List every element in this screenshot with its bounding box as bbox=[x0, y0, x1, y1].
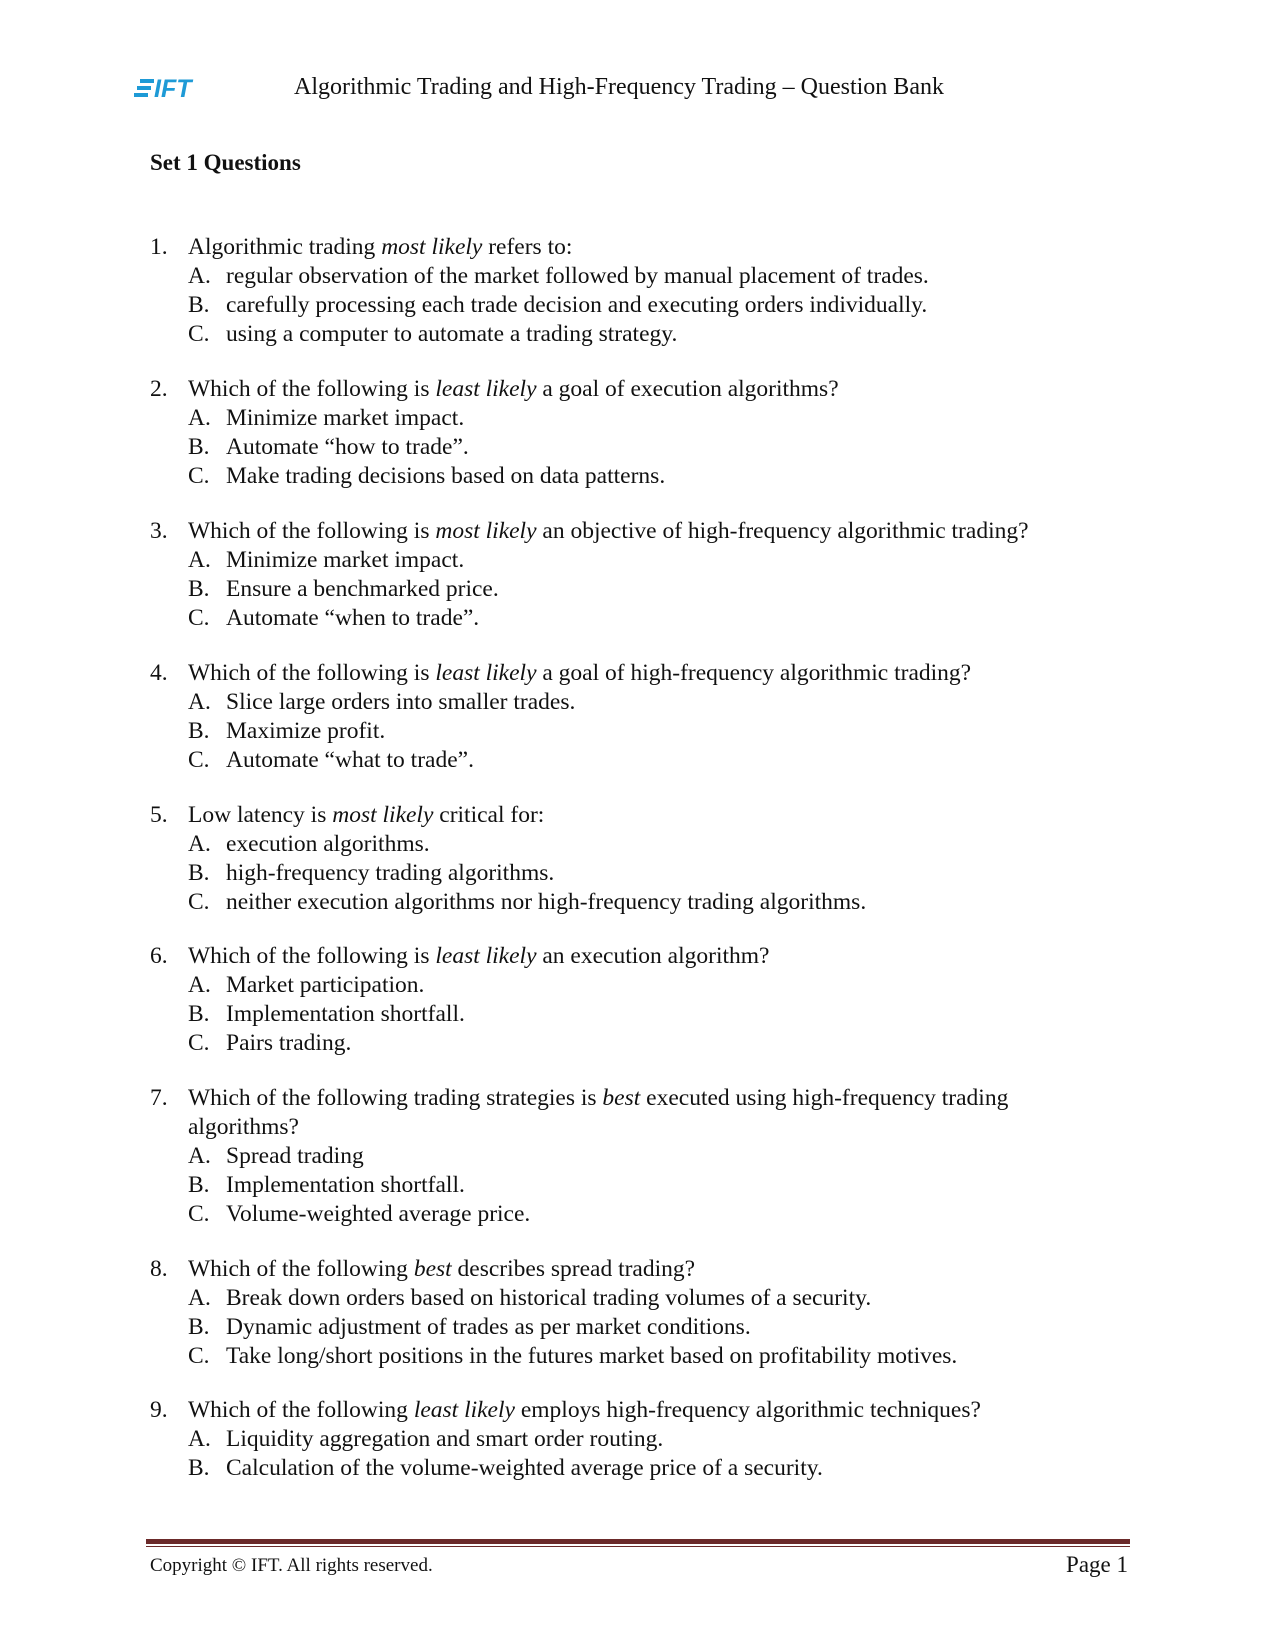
question-text-before: Which of the following bbox=[188, 1397, 414, 1423]
question-text-after: an execution algorithm? bbox=[536, 943, 770, 969]
answer-option bbox=[188, 433, 1150, 462]
option-text: carefully processing each trade decision and executing orders individually. bbox=[226, 292, 928, 318]
option-text: Dynamic adjustment of trades as per market conditions. bbox=[226, 1314, 751, 1340]
question-list bbox=[150, 207, 1150, 1483]
question-text bbox=[188, 375, 1150, 404]
question-text bbox=[188, 1396, 1150, 1425]
option-letter: B. bbox=[188, 1314, 210, 1340]
option-letter: C. bbox=[188, 605, 210, 631]
page-header bbox=[134, 70, 1134, 110]
question-text-before: Which of the following is bbox=[188, 943, 436, 969]
option-text: Implementation shortfall. bbox=[226, 1001, 465, 1027]
answer-option bbox=[188, 1342, 1150, 1371]
answer-option bbox=[188, 1425, 1150, 1454]
answer-option bbox=[188, 1142, 1150, 1171]
question-item bbox=[150, 1255, 1150, 1371]
question-text bbox=[188, 801, 1150, 830]
question-number: 4. bbox=[150, 660, 168, 686]
answer-option bbox=[188, 1000, 1150, 1029]
option-letter: A. bbox=[188, 689, 211, 715]
option-text: Calculation of the volume-weighted average price of a security. bbox=[226, 1455, 823, 1481]
option-text: Automate “how to trade”. bbox=[226, 434, 469, 460]
option-text: Maximize profit. bbox=[226, 718, 386, 744]
option-letter: B. bbox=[188, 1455, 210, 1481]
question-text-before: Which of the following is bbox=[188, 376, 436, 402]
question-emphasis: least likely bbox=[435, 660, 537, 686]
option-text: Market participation. bbox=[226, 972, 425, 998]
option-letter: C. bbox=[188, 1343, 210, 1369]
option-letter: B. bbox=[188, 860, 210, 886]
question-text-before: Low latency is bbox=[188, 802, 333, 828]
option-text: Minimize market impact. bbox=[226, 547, 465, 573]
option-text: Slice large orders into smaller trades. bbox=[226, 689, 576, 715]
question-text-after: an objective of high-frequency algorithmic trading? bbox=[536, 518, 1029, 544]
answer-options bbox=[188, 830, 1150, 917]
question-item bbox=[150, 659, 1150, 775]
option-letter: C. bbox=[188, 1030, 210, 1056]
answer-option bbox=[188, 1171, 1150, 1200]
question-text-after: critical for: bbox=[433, 802, 545, 828]
option-text: neither execution algorithms nor high-frequency trading algorithms. bbox=[226, 889, 867, 915]
question-emphasis: least likely bbox=[413, 1397, 515, 1423]
answer-options bbox=[188, 1284, 1150, 1371]
question-item bbox=[150, 1396, 1150, 1483]
answer-options bbox=[188, 1142, 1150, 1229]
answer-option bbox=[188, 746, 1150, 775]
question-text-before: Which of the following trading strategies is bbox=[188, 1085, 603, 1111]
option-letter: B. bbox=[188, 718, 210, 744]
question-emphasis: least likely bbox=[435, 943, 537, 969]
question-text bbox=[188, 233, 1150, 262]
option-text: Implementation shortfall. bbox=[226, 1172, 465, 1198]
answer-option bbox=[188, 1454, 1150, 1483]
option-text: execution algorithms. bbox=[226, 831, 430, 857]
question-text-after: executed using high-frequency trading algorithms? bbox=[188, 1085, 1009, 1140]
option-text: regular observation of the market followed by manual placement of trades. bbox=[226, 263, 929, 289]
page-number: Page 1 bbox=[1066, 1552, 1128, 1577]
question-text-after: refers to: bbox=[482, 234, 573, 260]
question-text bbox=[188, 517, 1150, 546]
question-number: 2. bbox=[150, 376, 168, 402]
question-number: 8. bbox=[150, 1256, 168, 1282]
option-text: Pairs trading. bbox=[226, 1030, 352, 1056]
answer-options bbox=[188, 971, 1150, 1058]
question-number: 7. bbox=[150, 1085, 168, 1111]
option-letter: A. bbox=[188, 972, 211, 998]
question-text-before: Which of the following bbox=[188, 1256, 414, 1282]
option-letter: B. bbox=[188, 1172, 210, 1198]
question-number: 6. bbox=[150, 943, 168, 969]
option-letter: A. bbox=[188, 1426, 211, 1452]
answer-option bbox=[188, 262, 1150, 291]
question-number: 5. bbox=[150, 802, 168, 828]
answer-options bbox=[188, 262, 1150, 349]
option-text: Minimize market impact. bbox=[226, 405, 465, 431]
answer-option bbox=[188, 404, 1150, 433]
answer-option bbox=[188, 717, 1150, 746]
question-emphasis: most likely bbox=[332, 802, 434, 828]
answer-option bbox=[188, 1029, 1150, 1058]
question-text-after: a goal of high-frequency algorithmic trading? bbox=[536, 660, 972, 686]
question-text bbox=[188, 1084, 1038, 1142]
question-item bbox=[150, 1084, 1150, 1229]
question-text-before: Which of the following is bbox=[188, 660, 436, 686]
question-text-before: Algorithmic trading bbox=[188, 234, 382, 260]
question-text-before: Which of the following is bbox=[188, 518, 436, 544]
option-letter: A. bbox=[188, 405, 211, 431]
option-text: Automate “what to trade”. bbox=[226, 747, 474, 773]
answer-option bbox=[188, 1200, 1150, 1229]
answer-option bbox=[188, 462, 1150, 491]
answer-option bbox=[188, 830, 1150, 859]
question-item bbox=[150, 375, 1150, 491]
option-letter: A. bbox=[188, 1285, 211, 1311]
option-text: Liquidity aggregation and smart order routing. bbox=[226, 1426, 664, 1452]
answer-option bbox=[188, 688, 1150, 717]
answer-option bbox=[188, 1284, 1150, 1313]
question-text bbox=[188, 942, 1150, 971]
answer-option bbox=[188, 888, 1150, 917]
question-text bbox=[188, 659, 1150, 688]
answer-options bbox=[188, 688, 1150, 775]
option-text: Break down orders based on historical trading volumes of a security. bbox=[226, 1285, 872, 1311]
question-text-after: employs high-frequency algorithmic techniques? bbox=[514, 1397, 981, 1423]
answer-option bbox=[188, 320, 1150, 349]
document-title: Algorithmic Trading and High-Frequency Trading – Question Bank bbox=[294, 74, 944, 100]
question-emphasis: least likely bbox=[435, 376, 537, 402]
question-emphasis: most likely bbox=[381, 234, 483, 260]
question-number: 3. bbox=[150, 518, 168, 544]
answer-option bbox=[188, 859, 1150, 888]
option-letter: B. bbox=[188, 576, 210, 602]
footer-divider bbox=[146, 1539, 1130, 1544]
option-text: Take long/short positions in the futures market based on profitability motives. bbox=[226, 1343, 958, 1369]
option-text: Volume-weighted average price. bbox=[226, 1201, 531, 1227]
question-emphasis: most likely bbox=[435, 518, 537, 544]
option-text: Ensure a benchmarked price. bbox=[226, 576, 499, 602]
set-title: Set 1 Questions bbox=[150, 150, 301, 175]
answer-option bbox=[188, 604, 1150, 633]
question-text-after: a goal of execution algorithms? bbox=[536, 376, 839, 402]
option-letter: C. bbox=[188, 321, 210, 347]
question-text bbox=[188, 1255, 1150, 1284]
option-letter: C. bbox=[188, 1201, 210, 1227]
option-text: high-frequency trading algorithms. bbox=[226, 860, 555, 886]
footer-divider-thin bbox=[146, 1546, 1130, 1547]
option-text: using a computer to automate a trading strategy. bbox=[226, 321, 678, 347]
option-letter: A. bbox=[188, 831, 211, 857]
answer-options bbox=[188, 546, 1150, 633]
option-letter: B. bbox=[188, 1001, 210, 1027]
option-letter: A. bbox=[188, 547, 211, 573]
question-item bbox=[150, 233, 1150, 349]
question-number: 9. bbox=[150, 1397, 168, 1423]
question-number: 1. bbox=[150, 234, 168, 260]
answer-option bbox=[188, 291, 1150, 320]
question-item bbox=[150, 517, 1150, 633]
answer-option bbox=[188, 971, 1150, 1000]
option-letter: B. bbox=[188, 292, 210, 318]
answer-options bbox=[188, 404, 1150, 491]
question-item bbox=[150, 942, 1150, 1058]
option-letter: A. bbox=[188, 263, 211, 289]
option-letter: C. bbox=[188, 747, 210, 773]
option-text: Make trading decisions based on data patterns. bbox=[226, 463, 666, 489]
answer-options bbox=[188, 1425, 1150, 1483]
answer-option bbox=[188, 1313, 1150, 1342]
option-text: Spread trading bbox=[226, 1143, 364, 1169]
option-letter: C. bbox=[188, 463, 210, 489]
option-letter: A. bbox=[188, 1143, 211, 1169]
option-text: Automate “when to trade”. bbox=[226, 605, 480, 631]
answer-option bbox=[188, 575, 1150, 604]
copyright-notice: Copyright © IFT. All rights reserved. bbox=[150, 1555, 433, 1576]
option-letter: C. bbox=[188, 889, 210, 915]
question-emphasis: best bbox=[602, 1085, 641, 1111]
option-letter: B. bbox=[188, 434, 210, 460]
logo-text: IFT bbox=[154, 75, 192, 101]
question-item bbox=[150, 801, 1150, 917]
answer-option bbox=[188, 546, 1150, 575]
ift-logo bbox=[134, 75, 218, 101]
question-emphasis: best bbox=[413, 1256, 452, 1282]
question-text-after: describes spread trading? bbox=[451, 1256, 696, 1282]
